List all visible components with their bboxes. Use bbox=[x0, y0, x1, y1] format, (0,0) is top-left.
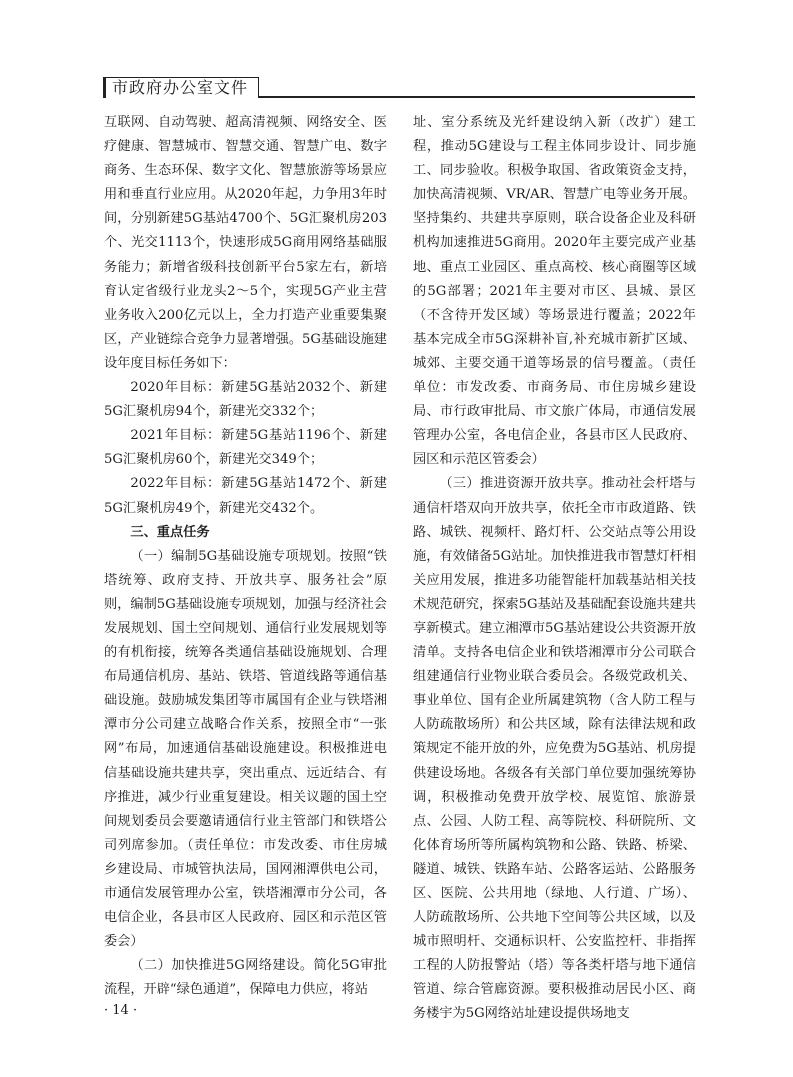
target-2022: 2022年目标：新建5G基站1472个、新建5G汇聚机房49个，新建光交432个。 bbox=[104, 476, 387, 516]
page-number: · 14 · bbox=[104, 1003, 138, 1018]
task-1-paragraph: （一）编制5G基础设施专项规划。按照“铁塔统筹、政府支持、开放共享、服务社会”原则，编制5G基础设施专项规划，加强与经济社会发展规划、国土空间规划、通信行业发展规划等的有机衔接，统筹各类通信基础设施规划、合理布局通信机房、基站、铁塔、管道线路等通信基础设施。鼓励城发集团等市属国有企业与铁塔湘潭市分公司建立战略合作关系，按照全市“一张网”布局，加速通信基础设施建设。积极推进电信基础设施共建共享，突出重点、远近结合、有序推进，减少行业重复建设。相关议题的国土空间规划委员会要邀请通信行业主管部门和铁塔公司列席参加。（责任单位：市发改委、市住房城乡建设局、市城管执法局，国网湘潭供电公司，市通信发展管理办公室，铁塔湘潭市分公司，各电信企业，各县市区人民政府、园区和示范区管委会） bbox=[104, 548, 387, 950]
task-2-paragraph-cont: 址、室分系统及光纤建设纳入新（改扩）建工程，推动5G建设与工程主体同步设计、同步施工、同步验收。积极争取国、省政策资金支持，加快高清视频、VR/AR、智慧广电等业务开展。坚持集约、共建共享原则，联合设备企业及科研机构加速推进5G商用。2020年主要完成产业基地、重点工业园区、重点高校、核心商圈等区域的5G部署；2021年主要对市区、县城、景区（不含待开发区域）等场景进行覆盖；2022年基本完成全市5G深耕补盲,补充城市新扩区域、城郊、主要交通干道等场景的信号覆盖。（责任单位：市发改委、市商务局、市住房城乡建设局、市行政审批局、市文旅广体局，市通信发展管理办公室，各电信企业，各县市区人民政府、园区和示范区管委会） bbox=[413, 115, 696, 468]
section-heading: 三、重点任务 bbox=[130, 524, 210, 540]
task-2-paragraph-start: （二）加快推进5G网络建设。简化5G审批流程，开辟“绿色通道”，保障电力供应，将站 bbox=[104, 958, 387, 998]
running-header bbox=[103, 78, 695, 98]
task-3-paragraph: （三）推进资源开放共享。推动社会杆塔与通信杆塔双向开放共享，依托全市市政道路、铁路、城铁、视频杆、路灯杆、公交站点等公用设施，有效储备5G站址。加快推进我市智慧灯杆相关应用发展，推进多功能智能杆加载基站相关技术规范研究，探索5G基站及基础配套设施共建共享新模式。建立湘潭市5G基站建设公共资源开放清单。支持各电信企业和铁塔湘潭市分公司联合组建通信行业物业联合委员会。各级党政机关、事业单位、国有企业所属建筑物（含人防工程与人防疏散场所）和公共区域，除有法律法规和政策规定不能开放的外，应免费为5G基站、机房提供建设场地。各级各有关部门单位要加强统筹协调，积极推动免费开放学校、展览馆、旅游景点、公园、人防工程、高等院校、科研院所、文化体育场所等所属构筑物和公路、铁路、桥梁、隧道、城铁、铁路车站、公路客运站、公路服务区、医院、公共用地（绿地、人行道、广场）、人防疏散场所、公共地下空间等公共区域，以及城市照明杆、交通标识杆、公安监控杆、非指挥工程的人防报警站（塔）等各类杆塔与地下通信管道、综合管廊资源。要积极推动居民小区、商务楼宇为5G网络站址建设提供场地支 bbox=[413, 476, 696, 1022]
target-2021: 2021年目标：新建5G基站1196个、新建5G汇聚机房60个，新建光交349个； bbox=[104, 428, 387, 468]
right-column bbox=[413, 111, 696, 1027]
paragraph-goals: 互联网、自动驾驶、超高清视频、网络安全、医疗健康、智慧城市、智慧交通、智慧广电、数字商务、生态环保、数字文化、智慧旅游等场景应用和垂直行业应用。从2020年起，力争用3年时间，分别新建5G基站4700个、5G汇聚机房203个、光交1113个，快速形成5G商用网络基础服务能力；新增省级科技创新平台5家左右，新培育认定省级行业龙头2～5个，实现5G产业主营业务收入200亿元以上，全力打造产业重要集聚区，产业链综合竞争力显著增强。5G基础设施建设年度目标任务如下： bbox=[104, 115, 387, 371]
header-title: 市政府办公室文件 bbox=[103, 77, 259, 98]
target-2020: 2020年目标：新建5G基站2032个、新建5G汇聚机房94个，新建光交332个； bbox=[104, 380, 387, 420]
left-column bbox=[104, 111, 387, 1002]
